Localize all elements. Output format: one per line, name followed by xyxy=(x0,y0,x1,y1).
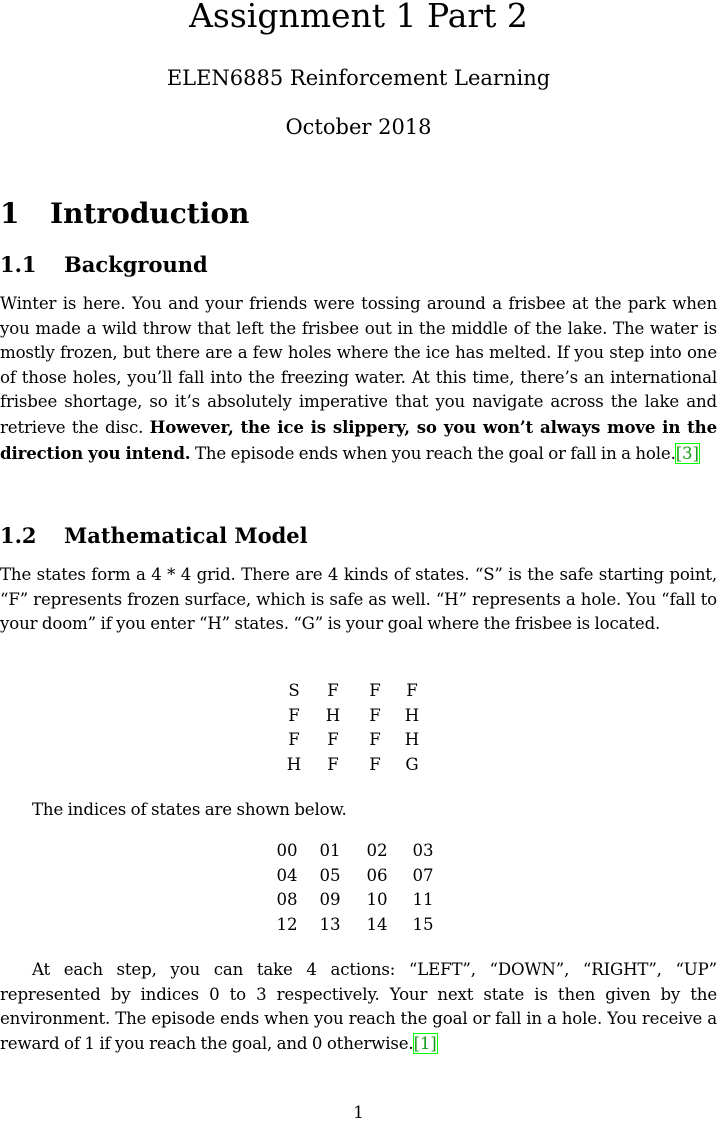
grid-cell: S xyxy=(288,681,300,700)
page-number: 1 xyxy=(353,1103,364,1122)
grid-cell: F xyxy=(327,730,339,750)
grid-cell: F xyxy=(288,705,300,725)
grid-cell: F xyxy=(369,754,381,774)
grid-cell: 07 xyxy=(412,865,434,885)
grid-cell: F xyxy=(327,681,339,700)
grid-cell: F xyxy=(369,705,381,725)
grid-row xyxy=(278,728,430,753)
grid-cell: F xyxy=(327,754,339,774)
document-date: October 2018 xyxy=(285,115,432,139)
background-after-text: The episode ends when you reach the goal or fall in a hole. xyxy=(190,443,676,463)
grid-cell: H xyxy=(286,754,302,774)
model-intro-paragraph: The states form a 4 * 4 grid. There are 4 kinds of states. “S” is the safe starting point, “F” represents frozen surface, which is safe as well. “H” represents a hole. You “fall to your doom” if you enter “H” states. “G” is your goal where the frisbee is located. xyxy=(0,565,717,634)
subsection-heading-mathematical-model xyxy=(0,522,308,550)
subsection-number: 1.2 xyxy=(0,523,37,548)
grid-cell: F xyxy=(369,730,381,750)
grid-cell: 03 xyxy=(412,841,434,860)
background-bold-text: However, the ice is slippery, so you won’t always move in the direction you intend. xyxy=(0,416,717,463)
grid-cell: 12 xyxy=(276,914,298,934)
grid-row xyxy=(278,753,430,778)
grid-cell: 11 xyxy=(412,890,434,910)
citation-link[interactable]: [3] xyxy=(675,443,699,463)
grid-cell: 06 xyxy=(366,865,388,885)
section-heading-introduction xyxy=(0,196,249,232)
actions-paragraph xyxy=(0,958,717,1056)
grid-row xyxy=(278,704,430,729)
grid-cell: H xyxy=(325,705,341,725)
grid-cell: 09 xyxy=(319,890,341,910)
grid-cell: 13 xyxy=(319,914,341,934)
citation-link[interactable]: [1] xyxy=(413,1033,437,1053)
state-grid xyxy=(278,679,430,777)
subsection-title: Background xyxy=(64,252,208,277)
index-grid xyxy=(268,839,446,937)
subsection-title: Mathematical Model xyxy=(64,523,308,548)
grid-cell: 14 xyxy=(366,914,388,934)
grid-row xyxy=(278,679,430,704)
grid-row xyxy=(268,864,446,889)
grid-cell: 01 xyxy=(319,841,341,860)
course-name: ELEN6885 Reinforcement Learning xyxy=(166,66,551,90)
grid-cell: 08 xyxy=(276,890,298,910)
grid-cell: F xyxy=(288,730,300,750)
section-number: 1 xyxy=(0,197,20,230)
document-title: Assignment 1 Part 2 xyxy=(189,0,528,35)
grid-cell: H xyxy=(404,730,420,750)
grid-cell: 04 xyxy=(276,865,298,885)
actions-text: At each step, you can take 4 actions: “LEFT”, “DOWN”, “RIGHT”, “UP” represented by indices 0 to 3 respectively. Your next state is then given by the environment. The episode ends when you reach the goal or fall in a hole. You receive a reward of 1 if you reach the goal, and 0 otherwise. xyxy=(0,960,717,1053)
grid-cell: 05 xyxy=(319,865,341,885)
section-title: Introduction xyxy=(50,197,250,230)
grid-cell: 02 xyxy=(366,841,388,860)
background-paragraph xyxy=(0,292,717,466)
grid-cell: G xyxy=(405,754,419,774)
grid-cell: 00 xyxy=(276,841,298,860)
grid-cell: F xyxy=(369,681,381,700)
indices-intro: The indices of states are shown below. xyxy=(32,800,347,819)
grid-cell: 15 xyxy=(412,914,434,934)
grid-cell: 10 xyxy=(366,890,388,910)
grid-row xyxy=(268,888,446,913)
grid-row xyxy=(268,839,446,864)
subsection-heading-background xyxy=(0,251,208,279)
grid-cell: H xyxy=(404,705,420,725)
grid-row xyxy=(268,913,446,938)
grid-cell: F xyxy=(406,681,418,700)
subsection-number: 1.1 xyxy=(0,252,37,277)
background-text: Winter is here. You and your friends were tossing around a frisbee at the park when you made a wild throw that left the frisbee out in the middle of the lake. The water is mostly frozen, but there are a few holes where the ice has melted. If you step into one of those holes, you’ll fall into the freezing water. At this time, there’s an international frisbee shortage, so it’s absolutely imperative that you navigate across the lake and retrieve the disc. xyxy=(0,294,717,437)
